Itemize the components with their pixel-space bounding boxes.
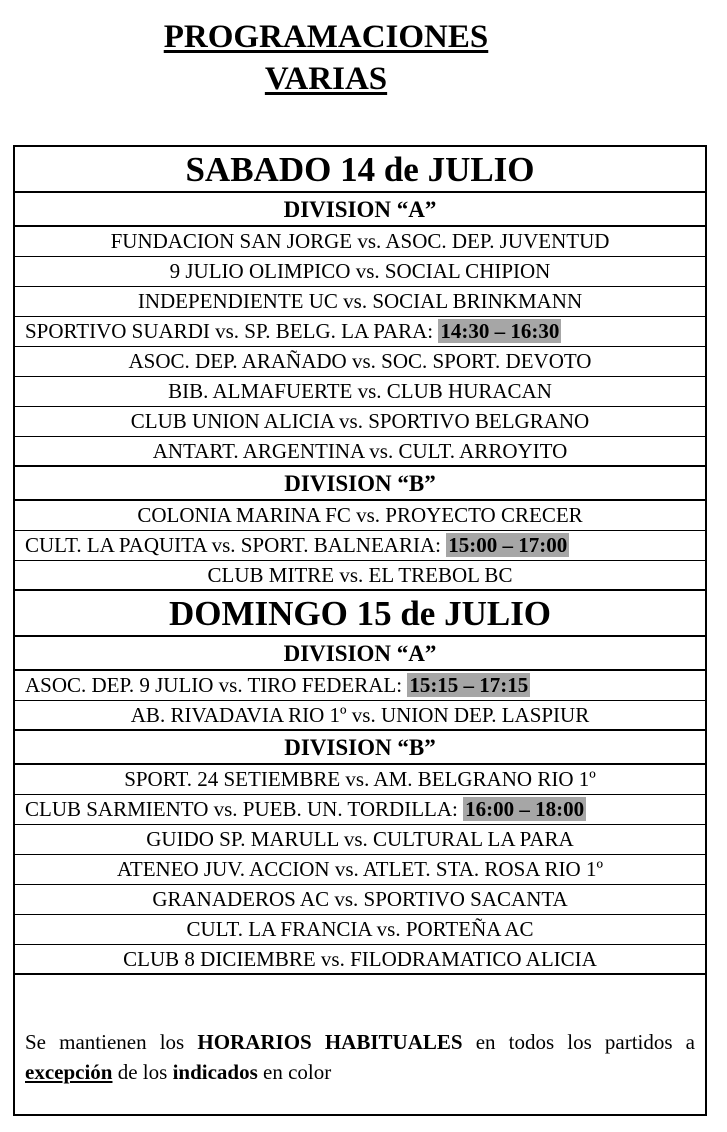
match-teams: 9 JULIO OLIMPICO vs. SOCIAL CHIPION bbox=[169, 259, 551, 283]
match-row bbox=[15, 501, 705, 531]
page-title: PROGRAMACIONES bbox=[163, 19, 489, 55]
match-row bbox=[15, 671, 705, 701]
note-text-2: en todos los partidos a bbox=[462, 1030, 696, 1054]
match-teams: BIB. ALMAFUERTE vs. CLUB HURACAN bbox=[168, 379, 552, 403]
match-teams: FUNDACION SAN JORGE vs. ASOC. DEP. JUVENTUD bbox=[110, 229, 610, 253]
match-teams: CLUB MITRE vs. EL TREBOL BC bbox=[207, 563, 513, 587]
match-row bbox=[15, 915, 705, 945]
match-row bbox=[15, 407, 705, 437]
division-header: DIVISION “B” bbox=[15, 731, 705, 765]
match-row bbox=[15, 257, 705, 287]
match-teams: GRANADEROS AC vs. SPORTIVO SACANTA bbox=[152, 887, 568, 911]
day-header: SABADO 14 de JULIO bbox=[15, 147, 705, 193]
note-bold-3: indicados bbox=[172, 1060, 258, 1084]
match-row bbox=[15, 377, 705, 407]
match-teams: GUIDO SP. MARULL vs. CULTURAL LA PARA bbox=[146, 827, 574, 851]
day-header: DOMINGO 15 de JULIO bbox=[15, 591, 705, 637]
match-teams: ANTART. ARGENTINA vs. CULT. ARROYITO bbox=[152, 439, 568, 463]
schedule-table bbox=[13, 145, 707, 1116]
match-time-highlight: 15:00 – 17:00 bbox=[448, 533, 568, 557]
match-time-highlight: 16:00 – 18:00 bbox=[465, 797, 585, 821]
match-teams: CULT. LA FRANCIA vs. PORTEÑA AC bbox=[186, 917, 534, 941]
match-row bbox=[15, 437, 705, 467]
note-text-1: Se mantienen los bbox=[25, 1030, 198, 1054]
note-bold-1: HORARIOS HABITUALES bbox=[197, 1030, 463, 1054]
match-teams: CLUB UNION ALICIA vs. SPORTIVO BELGRANO bbox=[130, 409, 590, 433]
match-teams: CLUB SARMIENTO vs. PUEB. UN. TORDILLA: bbox=[25, 797, 458, 821]
match-teams: ATENEO JUV. ACCION vs. ATLET. STA. ROSA RIO 1º bbox=[117, 857, 603, 881]
match-teams: CLUB 8 DICIEMBRE vs. FILODRAMATICO ALICIA bbox=[123, 947, 597, 971]
match-row bbox=[15, 765, 705, 795]
match-row bbox=[15, 347, 705, 377]
match-row bbox=[15, 287, 705, 317]
match-teams: ASOC. DEP. 9 JULIO vs. TIRO FEDERAL: bbox=[25, 673, 403, 697]
match-row bbox=[15, 561, 705, 591]
note-text-3: de los bbox=[112, 1060, 173, 1084]
schedule-note bbox=[25, 1027, 695, 1087]
note-bold-2: excepción bbox=[25, 1060, 113, 1084]
match-teams: SPORTIVO SUARDI vs. SP. BELG. LA PARA: bbox=[25, 319, 434, 343]
match-row bbox=[15, 317, 705, 347]
match-row bbox=[15, 825, 705, 855]
match-teams: AB. RIVADAVIA RIO 1º vs. UNION DEP. LASPIUR bbox=[130, 703, 590, 727]
division-header: DIVISION “A” bbox=[15, 637, 705, 671]
match-row bbox=[15, 701, 705, 731]
division-header: DIVISION “B” bbox=[15, 467, 705, 501]
note-text-4: en color bbox=[257, 1060, 332, 1084]
page-subtitle: VARIAS bbox=[264, 61, 388, 97]
match-time-highlight: 15:15 – 17:15 bbox=[409, 673, 529, 697]
match-teams: COLONIA MARINA FC vs. PROYECTO CRECER bbox=[137, 503, 583, 527]
match-teams: INDEPENDIENTE UC vs. SOCIAL BRINKMANN bbox=[137, 289, 583, 313]
match-row bbox=[15, 795, 705, 825]
match-teams: CULT. LA PAQUITA vs. SPORT. BALNEARIA: bbox=[25, 533, 441, 557]
match-teams: ASOC. DEP. ARAÑADO vs. SOC. SPORT. DEVOTO bbox=[128, 349, 592, 373]
match-row bbox=[15, 531, 705, 561]
match-row bbox=[15, 227, 705, 257]
match-row bbox=[15, 885, 705, 915]
match-time-highlight: 14:30 – 16:30 bbox=[440, 319, 560, 343]
division-header: DIVISION “A” bbox=[15, 193, 705, 227]
match-row bbox=[15, 855, 705, 885]
match-row bbox=[15, 945, 705, 975]
match-teams: SPORT. 24 SETIEMBRE vs. AM. BELGRANO RIO 1º bbox=[124, 767, 596, 791]
